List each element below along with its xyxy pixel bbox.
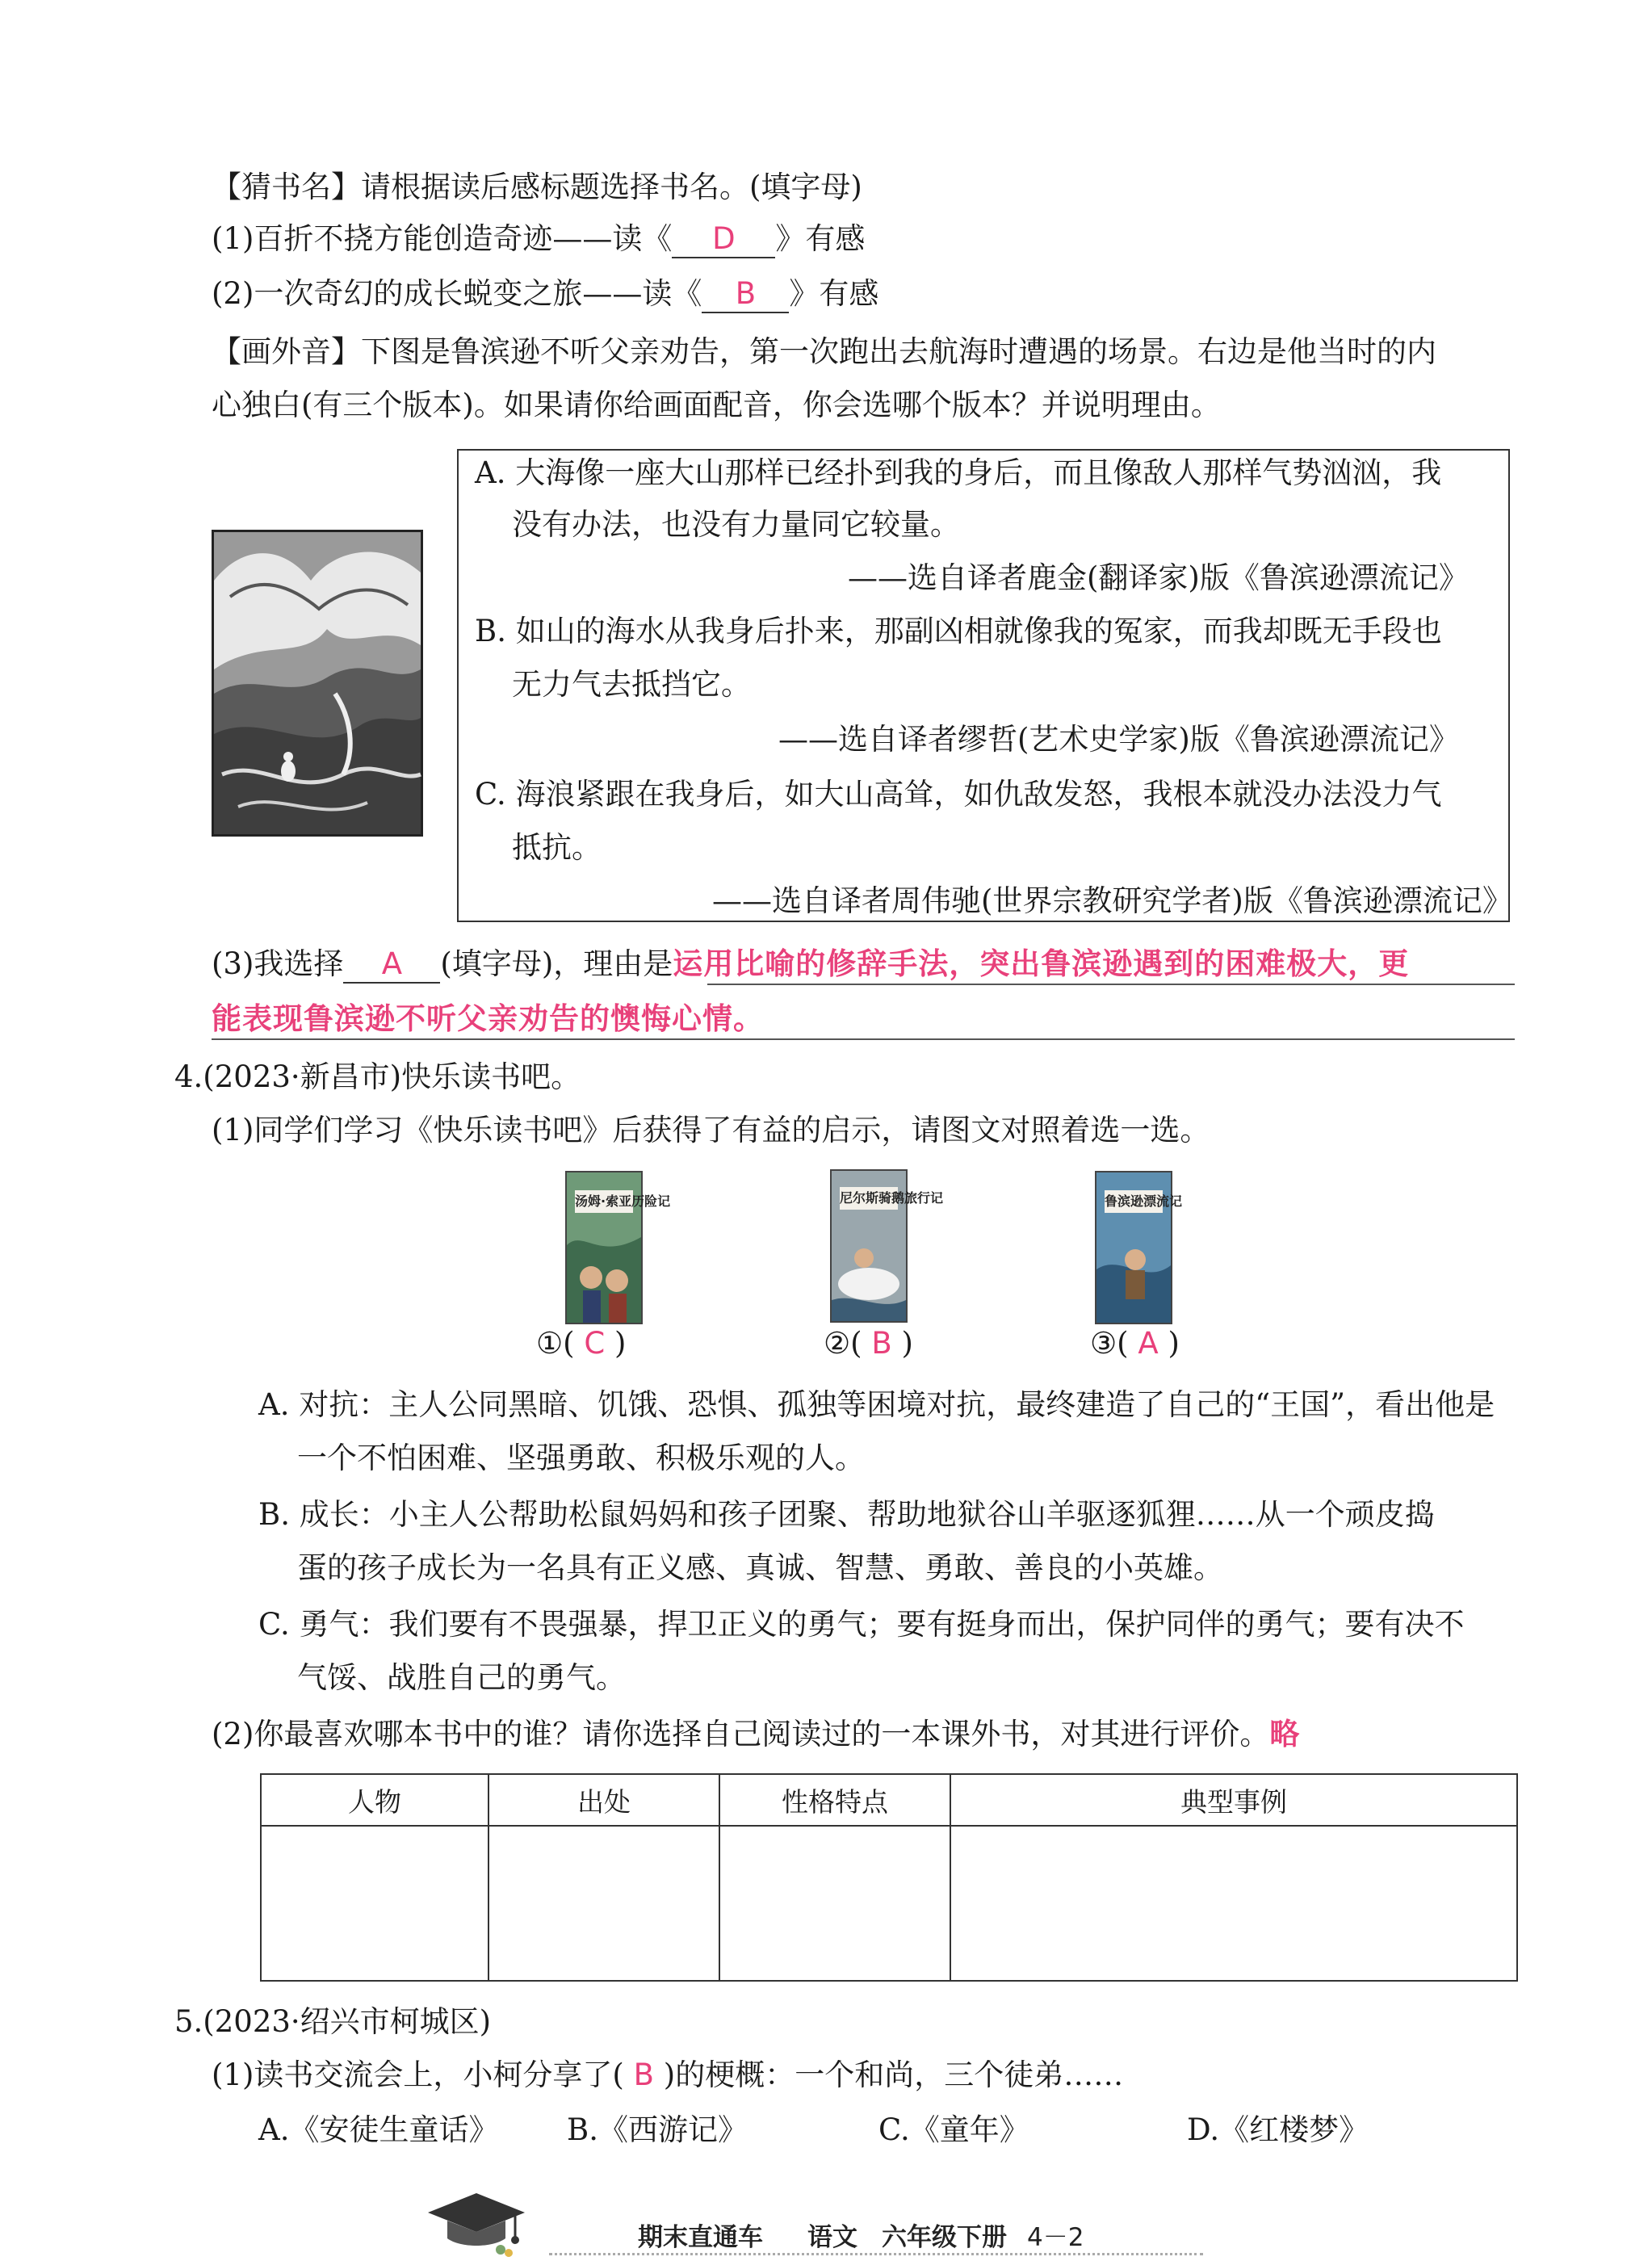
book-3-answer: A [1138,1326,1159,1361]
option-c-line1: C. 海浪紧跟在我身后，如大山高耸，如仇敌发怒，我根本就没办法没力气 [475,777,1442,812]
book-cover-robinson [1095,1171,1183,1324]
guess-q2-text: (2)一次奇幻的成长蜕变之旅——读《 [212,276,702,311]
book-2-title: 尼尔斯骑鹅旅行记 [840,1187,898,1210]
guess-heading: 【猜书名】请根据读后感标题选择书名。(填字母) [212,170,862,204]
footer-dotted-line [549,2253,1203,2255]
book-1-answer: C [584,1326,606,1361]
q5-sub1-text: (1)读书交流会上，小柯分享了( [212,2058,624,2092]
q4-sub2-text: (2)你最喜欢哪本书中的谁？请你选择自己阅读过的一本课外书，对其进行评价。 [212,1717,1270,1751]
footer-grade: 六年级下册 [882,2223,1007,2252]
q4-option-b-line1: B. 成长：小主人公帮助松鼠妈妈和孩子团聚、帮助地狱谷山羊驱逐狐狸……从一个顽皮捣 [258,1497,1435,1532]
table-cell-source[interactable] [488,1826,719,1981]
book-cover-nils [830,1169,944,1323]
book-1-num: ① [536,1326,564,1361]
option-b-source: ——选自译者缪哲(艺术史学家)版《鲁滨逊漂流记》 [778,722,1459,757]
table-cell-typical-event[interactable] [950,1826,1517,1981]
book-cover-tom-sawyer [565,1171,671,1324]
table-cell-character[interactable] [261,1826,488,1981]
table-header-source: 出处 [488,1774,719,1826]
q4-title: 4.(2023·新昌市)快乐读书吧。 [174,1059,581,1094]
storm-drawing [214,532,421,834]
q4-option-c-line2: 气馁、战胜自己的勇气。 [297,1660,626,1695]
q5-option-d: D.《红楼梦》 [1187,2112,1369,2147]
voice-q3 [212,945,1409,984]
voice-q3-text: (3)我选择 [212,946,344,981]
q4-option-c-line1: C. 勇气：我们要有不畏强暴，捍卫正义的勇气；要有挺身而出，保护同伴的勇气；要有决不 [258,1607,1465,1642]
voice-q3-reason-line2 [212,1000,764,1038]
book-3-title: 鲁滨逊漂流记 [1105,1190,1163,1213]
table-cell-personality[interactable] [719,1826,950,1981]
option-c-source: ——选自译者周伟驰(世界宗教研究学者)版《鲁滨逊漂流记》 [712,883,1512,918]
q4-option-a-line1: A. 对抗：主人公同黑暗、饥饿、恐惧、孤独等困境对抗，最终建造了自己的“王国”，看出他是 [258,1387,1495,1422]
robinson-storm-illustration [212,530,423,837]
book-3-choice: ③( A ) [1090,1326,1180,1361]
q5-option-b: B.《西游记》 [567,2112,748,2147]
q5-sub1-answer: B [633,2058,655,2092]
table-header-personality: 性格特点 [719,1774,950,1826]
footer-subject: 语文 [807,2223,857,2252]
option-b-line1: B. 如山的海水从我身后扑来，那副凶相就像我的冤家，而我却既无手段也 [475,614,1442,648]
option-a-source: ——选自译者鹿金(翻译家)版《鲁滨逊漂流记》 [848,560,1469,595]
evaluation-table [260,1773,1518,1982]
q4-sub1: (1)同学们学习《快乐读书吧》后获得了有益的启示，请图文对照着选一选。 [212,1113,1210,1147]
book-2-choice: ②( B ) [824,1326,913,1361]
answer-underline-2 [212,1038,1515,1040]
option-c-line2: 抵抗。 [512,830,602,865]
q5-sub1-suffix: )的梗概：一个和尚，三个徒弟…… [663,2058,1124,2092]
guess-q2 [212,275,878,313]
guess-q2-suffix: 》有感 [789,276,879,311]
book-3-num: ③ [1090,1326,1117,1361]
table-header-character: 人物 [261,1774,488,1826]
book-2-answer: B [871,1326,892,1361]
q4-sub2-answer: 略 [1269,1717,1301,1751]
q4-option-b-line2: 蛋的孩子成长为一名具有正义感、真诚、智慧、勇敢、善良的小英雄。 [297,1550,1223,1585]
voice-q3-answer: A [343,946,440,984]
q5-sub1 [212,2056,1123,2095]
voice-q3-reason-line1: 运用比喻的修辞手法，突出鲁滨逊遇到的困难极大，更 [673,946,1410,981]
book-2-num: ② [824,1326,851,1361]
guess-q1-answer: D [672,221,775,258]
table-row [261,1826,1517,1981]
voice-q3-mid: (填字母)，理由是 [440,946,673,981]
graduation-cap-icon [420,2185,533,2258]
answer-underline-1 [707,984,1515,985]
q4-sub2 [212,1715,1300,1754]
voice-heading-line2: 心独白(有三个版本)。如果请你给画面配音，你会选哪个版本？并说明理由。 [212,388,1221,422]
q5-option-c: C.《童年》 [878,2112,1029,2147]
q4-option-a-line2: 一个不怕困难、坚强勇敢、积极乐观的人。 [297,1441,865,1475]
book-1-choice: ①( C ) [536,1326,627,1361]
book-1-title: 汤姆·索亚历险记 [575,1190,633,1213]
option-a-line1: A. 大海像一座大山那样已经扑到我的身后，而且像敌人那样气势汹汹，我 [475,455,1442,490]
voice-heading-line1: 【画外音】下图是鲁滨逊不听父亲劝告，第一次跑出去航海时遭遇的场景。右边是他当时的内 [212,334,1436,369]
footer-page-number: 4－2 [1027,2223,1084,2252]
guess-q1-text: (1)百折不挠方能创造奇迹——读《 [212,221,673,256]
guess-q2-answer: B [702,276,789,313]
guess-q1-suffix: 》有感 [775,221,866,256]
footer-book: 期末直通车 [638,2223,763,2252]
table-header-typical-event: 典型事例 [950,1774,1517,1826]
guess-q1 [212,220,865,258]
table-header-row [261,1774,1517,1826]
option-a-line2: 没有办法，也没有力量同它较量。 [512,507,960,542]
q5-option-a: A.《安徒生童话》 [258,2112,499,2147]
q5-title: 5.(2023·绍兴市柯城区) [174,2004,492,2039]
option-b-line2: 无力气去抵挡它。 [512,667,751,702]
voice-q3-reason-text2: 能表现鲁滨逊不听父亲劝告的懊悔心情。 [212,1001,764,1036]
